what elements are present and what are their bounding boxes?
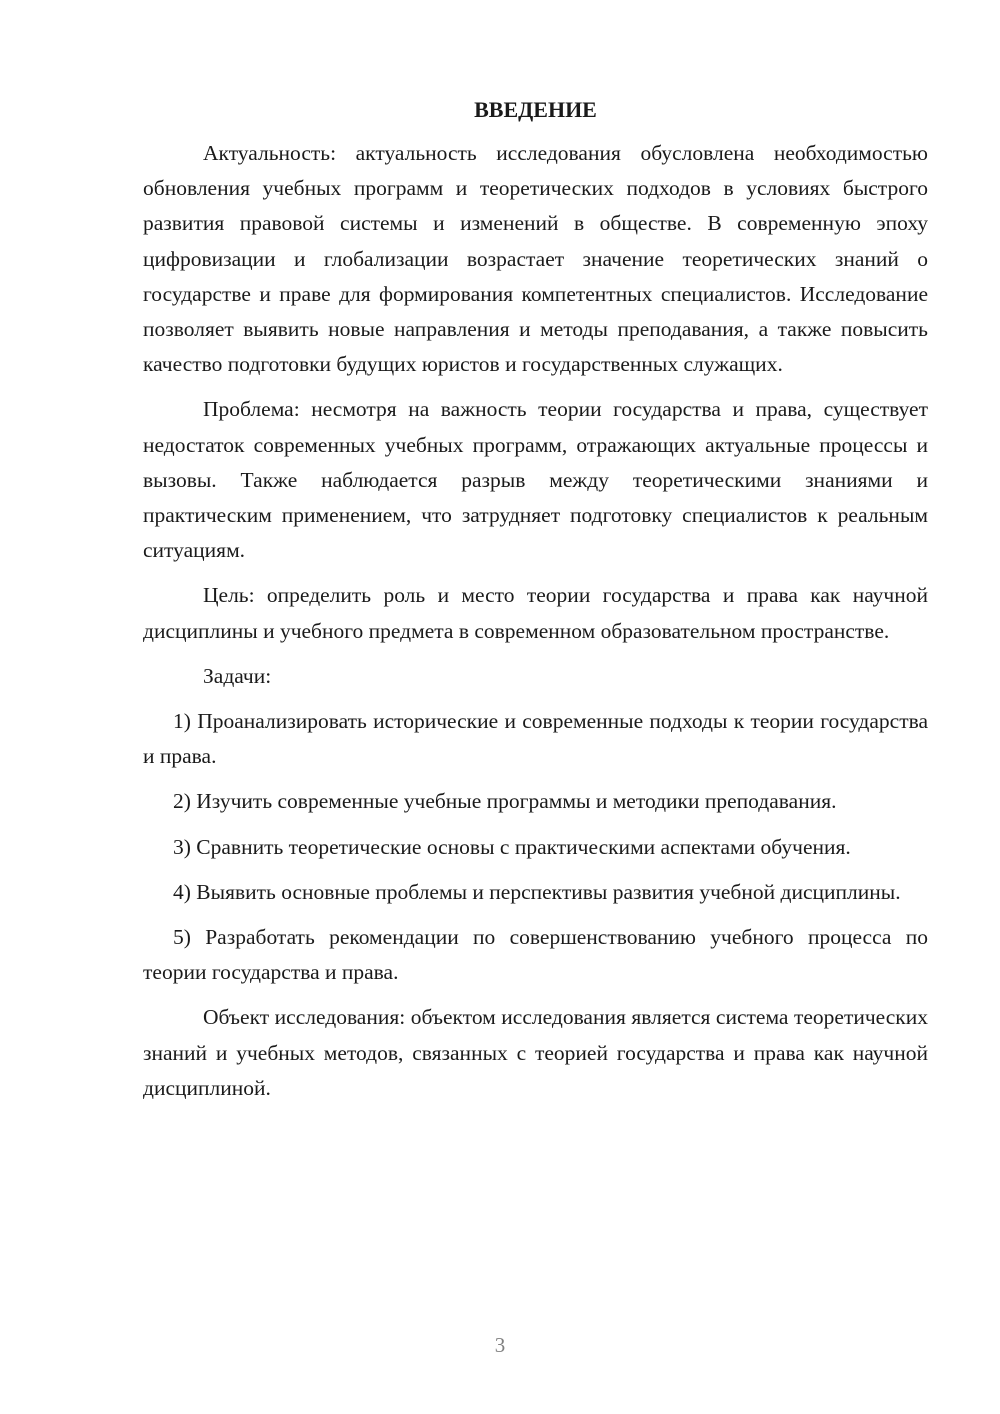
paragraph-relevance: Актуальность: актуальность исследования обусловлена необходимостью обновления учебных программ и теоретических подходов в условиях быстрого развития правовой системы и изменений в обществе. В современную эпоху цифровизации и глобализации возрастает значение теоретических знаний о государстве и праве для формирования компетентных специалистов. Исследование позволяет выявить новые направления и методы преподавания, а также повысить качество подготовки будущих юристов и государственных служащих. xyxy=(143,141,928,377)
paragraph-problem: Проблема: несмотря на важность теории государства и права, существует недостаток современных учебных программ, отражающих актуальные процессы и вызовы. Также наблюдается разрыв между теоретическими знаниями и практическим применением, что затрудняет подготовку специалистов к реальным ситуациям. xyxy=(143,397,928,563)
document-page xyxy=(143,95,928,1116)
tasks-list xyxy=(143,704,928,990)
paragraph-goal: Цель: определить роль и место теории государства и права как научной дисциплины и учебного предмета в современном образовательном пространстве. xyxy=(143,583,928,643)
tasks-heading: Задачи: xyxy=(203,663,272,688)
page-number: 3 xyxy=(494,1333,506,1357)
paragraph-object: Объект исследования: объектом исследования является система теоретических знаний и учебных методов, связанных с теорией государства и права как научной дисциплиной. xyxy=(143,1005,928,1100)
list-item: 2) Изучить современные учебные программы и методики преподавания. xyxy=(173,789,837,814)
list-item: 5) Разработать рекомендации по совершенствованию учебного процесса по теории государства и права. xyxy=(143,925,928,985)
list-item: 3) Сравнить теоретические основы с практическими аспектами обучения. xyxy=(173,834,851,859)
list-item: 4) Выявить основные проблемы и перспективы развития учебной дисциплины. xyxy=(173,879,901,904)
list-item: 1) Проанализировать исторические и современные подходы к теории государства и права. xyxy=(143,709,928,769)
section-title: ВВЕДЕНИЕ xyxy=(474,97,597,122)
